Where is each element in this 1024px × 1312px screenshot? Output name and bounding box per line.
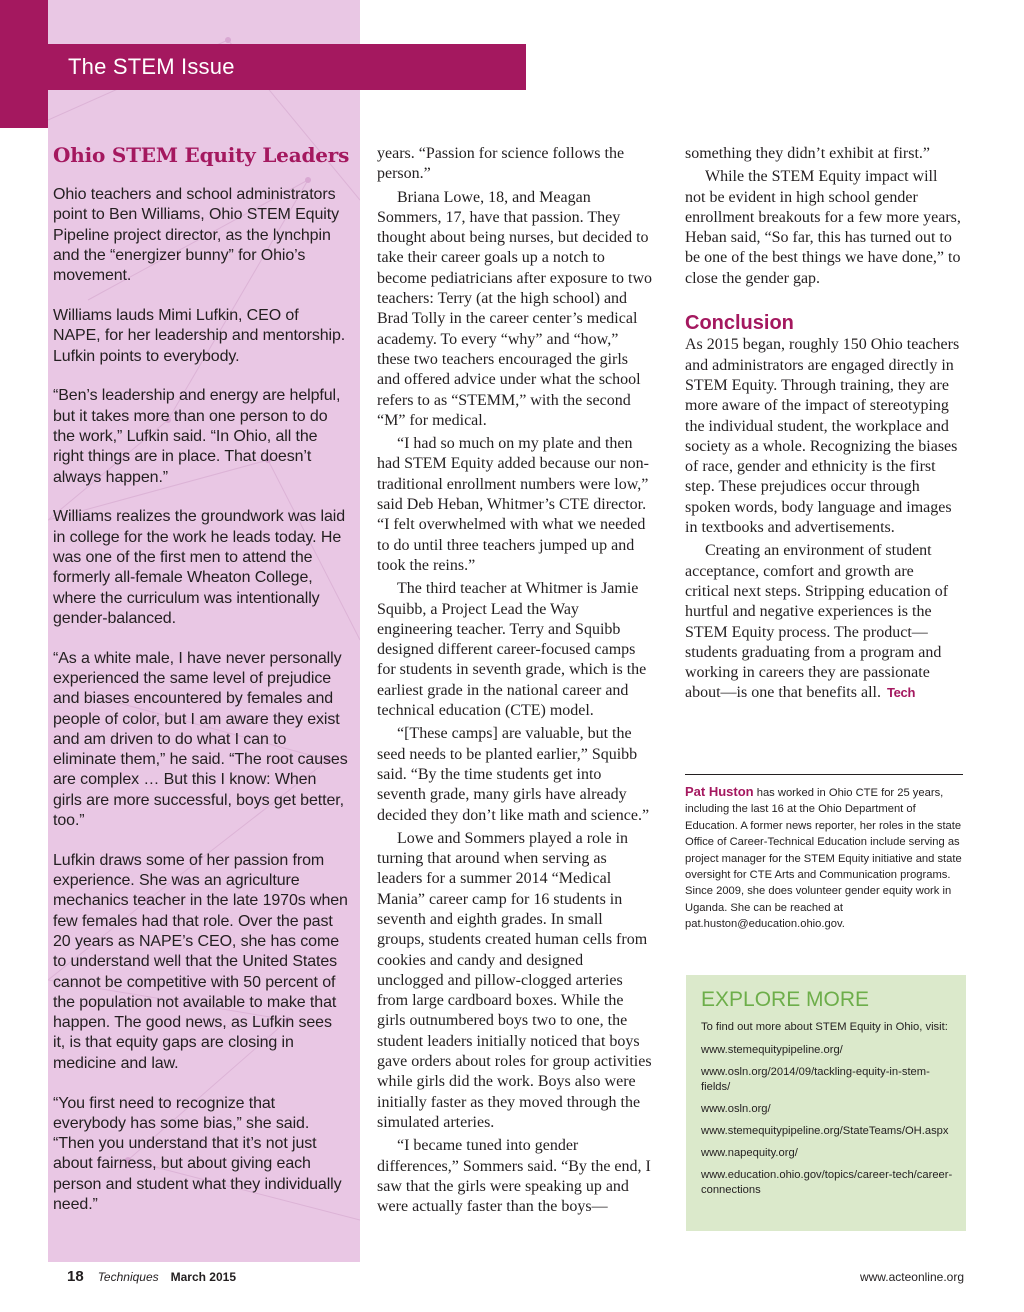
sidebar-paragraph: Williams realizes the groundwork was laid in college for the work he leads today. He was one of the first men to attend the formerly all-female Wheaton College, where the curriculum was intentionally gender-balanced. <box>53 508 346 627</box>
issue-label: The STEM Issue <box>68 54 235 79</box>
resource-link[interactable]: www.stemequitypipeline.org/StateTeams/OH.aspx <box>701 1125 949 1137</box>
body-paragraph: “I became tuned into gender differences,” Sommers said. “By the end, I saw that the girls were speaking up and were actually faster than the boys— <box>377 1137 651 1216</box>
page-footer-left <box>67 1268 236 1285</box>
sidebar-paragraph: “As a white male, I have never personally experienced the same level of prejudice and biases encountered by females and people of color, but I am aware they exist and am driven to do what I can to eliminate them,” he said. “The root causes are complex … But this I know: When girls are more successful, boys get better, too.” <box>53 649 348 830</box>
sidebar-paragraph: “Ben’s leadership and energy are helpful, but it takes more than one person to do the work,” Lufkin said. “In Ohio, all the right things are in place. That doesn’t always happen.” <box>53 387 341 486</box>
footer-website[interactable]: www.acteonline.org <box>859 1270 964 1284</box>
sidebar-paragraph: Williams lauds Mimi Lufkin, CEO of NAPE, for her leadership and mentorship. Lufkin points to everybody. <box>53 306 346 365</box>
resource-link[interactable]: www.osln.org/ <box>701 1103 771 1115</box>
body-paragraph: Briana Lowe, 18, and Meagan Sommers, 17, have that passion. They thought about being nurses, but decided to take their career goals up a notch to become pediatricians after exposure to two teachers: Terry (at the high school) and Brad Tolly in the career center’s medical academy. To every “why” and “how,” these two teachers encouraged the girls and offered advice under what the school refers to as “STEMM,” with the second “M” for medical. <box>377 188 652 429</box>
sidebar-paragraph: Lufkin draws some of her passion from experience. She was an agriculture mechanics teacher in the late 1970s when few females had that role. Over the past 20 years as NAPE’s CEO, she has come to understand well that the United States cannot be competitive with 50 percent of the population not available to make that happen. The good news, as Lufkin sees it, is that equity gaps are closing in medicine and law. <box>53 851 348 1072</box>
article-column-2 <box>377 144 653 1220</box>
end-mark: Tech <box>886 685 916 701</box>
body-paragraph: years. “Passion for science follows the person.” <box>377 145 625 183</box>
resource-link[interactable]: www.napequity.org/ <box>701 1147 798 1159</box>
body-paragraph <box>685 541 961 703</box>
body-paragraph: Lowe and Sommers played a role in turning that around when serving as leaders for a summer 2014 “Medical Mania” career camp for 16 students in seventh and eighth grades. In small groups, students created human cells from cookies and candy and designed unclogged and pillow-clogged arteries from large cardboard boxes. While the girls outnumbered boys two to one, the student leaders initially noticed that boys gave orders about roles for group activities while girls did the work. Boys also were initially faster as they moved through the simulated arteries. <box>377 829 652 1131</box>
author-name: Pat Huston <box>685 784 754 799</box>
body-paragraph: “I had so much on my plate and then had STEM Equity added because our non-traditional enrollment numbers were low,” said Deb Heban, Whitmer’s CTE director. “I felt overwhelmed with what we needed to do until three teachers jumped up and took the reins.” <box>377 435 649 574</box>
body-paragraph: While the STEM Equity impact will not be evident in high school gender enrollment breakouts for a few more years, Heban said, “So far, this has turned out to be one of the best things we have done,” to close the gender gap. <box>685 168 961 287</box>
sidebar-paragraph: Ohio teachers and school administrators point to Ben Williams, Ohio STEM Equity Pipeline project director, as the lynchpin and the “energizer bunny” for Ohio’s movement. <box>53 186 339 285</box>
body-paragraph: “[These camps] are valuable, but the seed needs to be planted earlier,” Squibb said. “By the time students get into seventh grade, many girls have already decided they don’t like math and science.” <box>377 725 650 824</box>
sidebar <box>53 143 348 1235</box>
author-bio <box>685 784 967 933</box>
article-column-3 <box>685 144 961 707</box>
closing-paragraph-text: Creating an environment of student acceptance, comfort and growth are critical next steps. Stripping education of hurtful and negative experiences is the STEM Equity process. The product—students graduating from a program and working in careers they are passionate about—is one that benefits all. <box>685 542 949 702</box>
resource-link[interactable]: www.stemequitypipeline.org/ <box>701 1044 843 1056</box>
magazine-name: Techniques <box>97 1270 159 1284</box>
issue-banner <box>48 44 526 90</box>
sidebar-title: Ohio STEM Equity Leaders <box>53 143 350 167</box>
bio-divider <box>685 774 963 775</box>
explore-more-title: EXPLORE MORE <box>701 988 870 1011</box>
explore-more-intro: To find out more about STEM Equity in Ohio, visit: <box>701 1021 948 1033</box>
resource-link[interactable]: www.education.ohio.gov/topics/career-tech/career-connections <box>701 1169 953 1196</box>
issue-date: March 2015 <box>170 1270 236 1284</box>
author-bio-text: has worked in Ohio CTE for 25 years, including the last 16 at the Ohio Department of Education. A former news reporter, her roles in the state Office of Career-Technical Education include serving as project manager for the STEM Equity initiative and state oversight for CTE Arts and Communication programs. Since 2009, she does volunteer gender equity work in Uganda. She can be reached at pat.huston@education.ohio.gov. <box>685 787 962 931</box>
conclusion-heading: Conclusion <box>685 312 794 335</box>
body-paragraph: something they didn’t exhibit at first.” <box>685 145 930 162</box>
left-accent-bar <box>0 0 48 128</box>
body-paragraph: The third teacher at Whitmer is Jamie Squibb, a Project Lead the Way engineering teacher. Terry and Squibb designed different career-focused camps for students in seventh grade, which is the earliest grade in the national career and technical education (CTE) model. <box>377 580 647 720</box>
page-number: 18 <box>67 1268 84 1285</box>
sidebar-paragraph: “You first need to recognize that everybody has some bias,” she said. “Then you understand that it’s not just about fairness, but about giving each person and student what they individually need.” <box>53 1094 342 1214</box>
explore-more-box <box>686 975 966 1231</box>
resource-link[interactable]: www.osln.org/2014/09/tackling-equity-in-stem-fields/ <box>701 1066 930 1093</box>
body-paragraph: As 2015 began, roughly 150 Ohio teachers and administrators are engaged directly in STEM Equity. Through training, they are more aware of the impact of stereotyping the individual student, the workplace and society as a whole. Recognizing the biases of race, gender and ethnicity is the first step. These prejudices occur through spoken words, body language and images in textbooks and advertisements. <box>685 336 960 537</box>
